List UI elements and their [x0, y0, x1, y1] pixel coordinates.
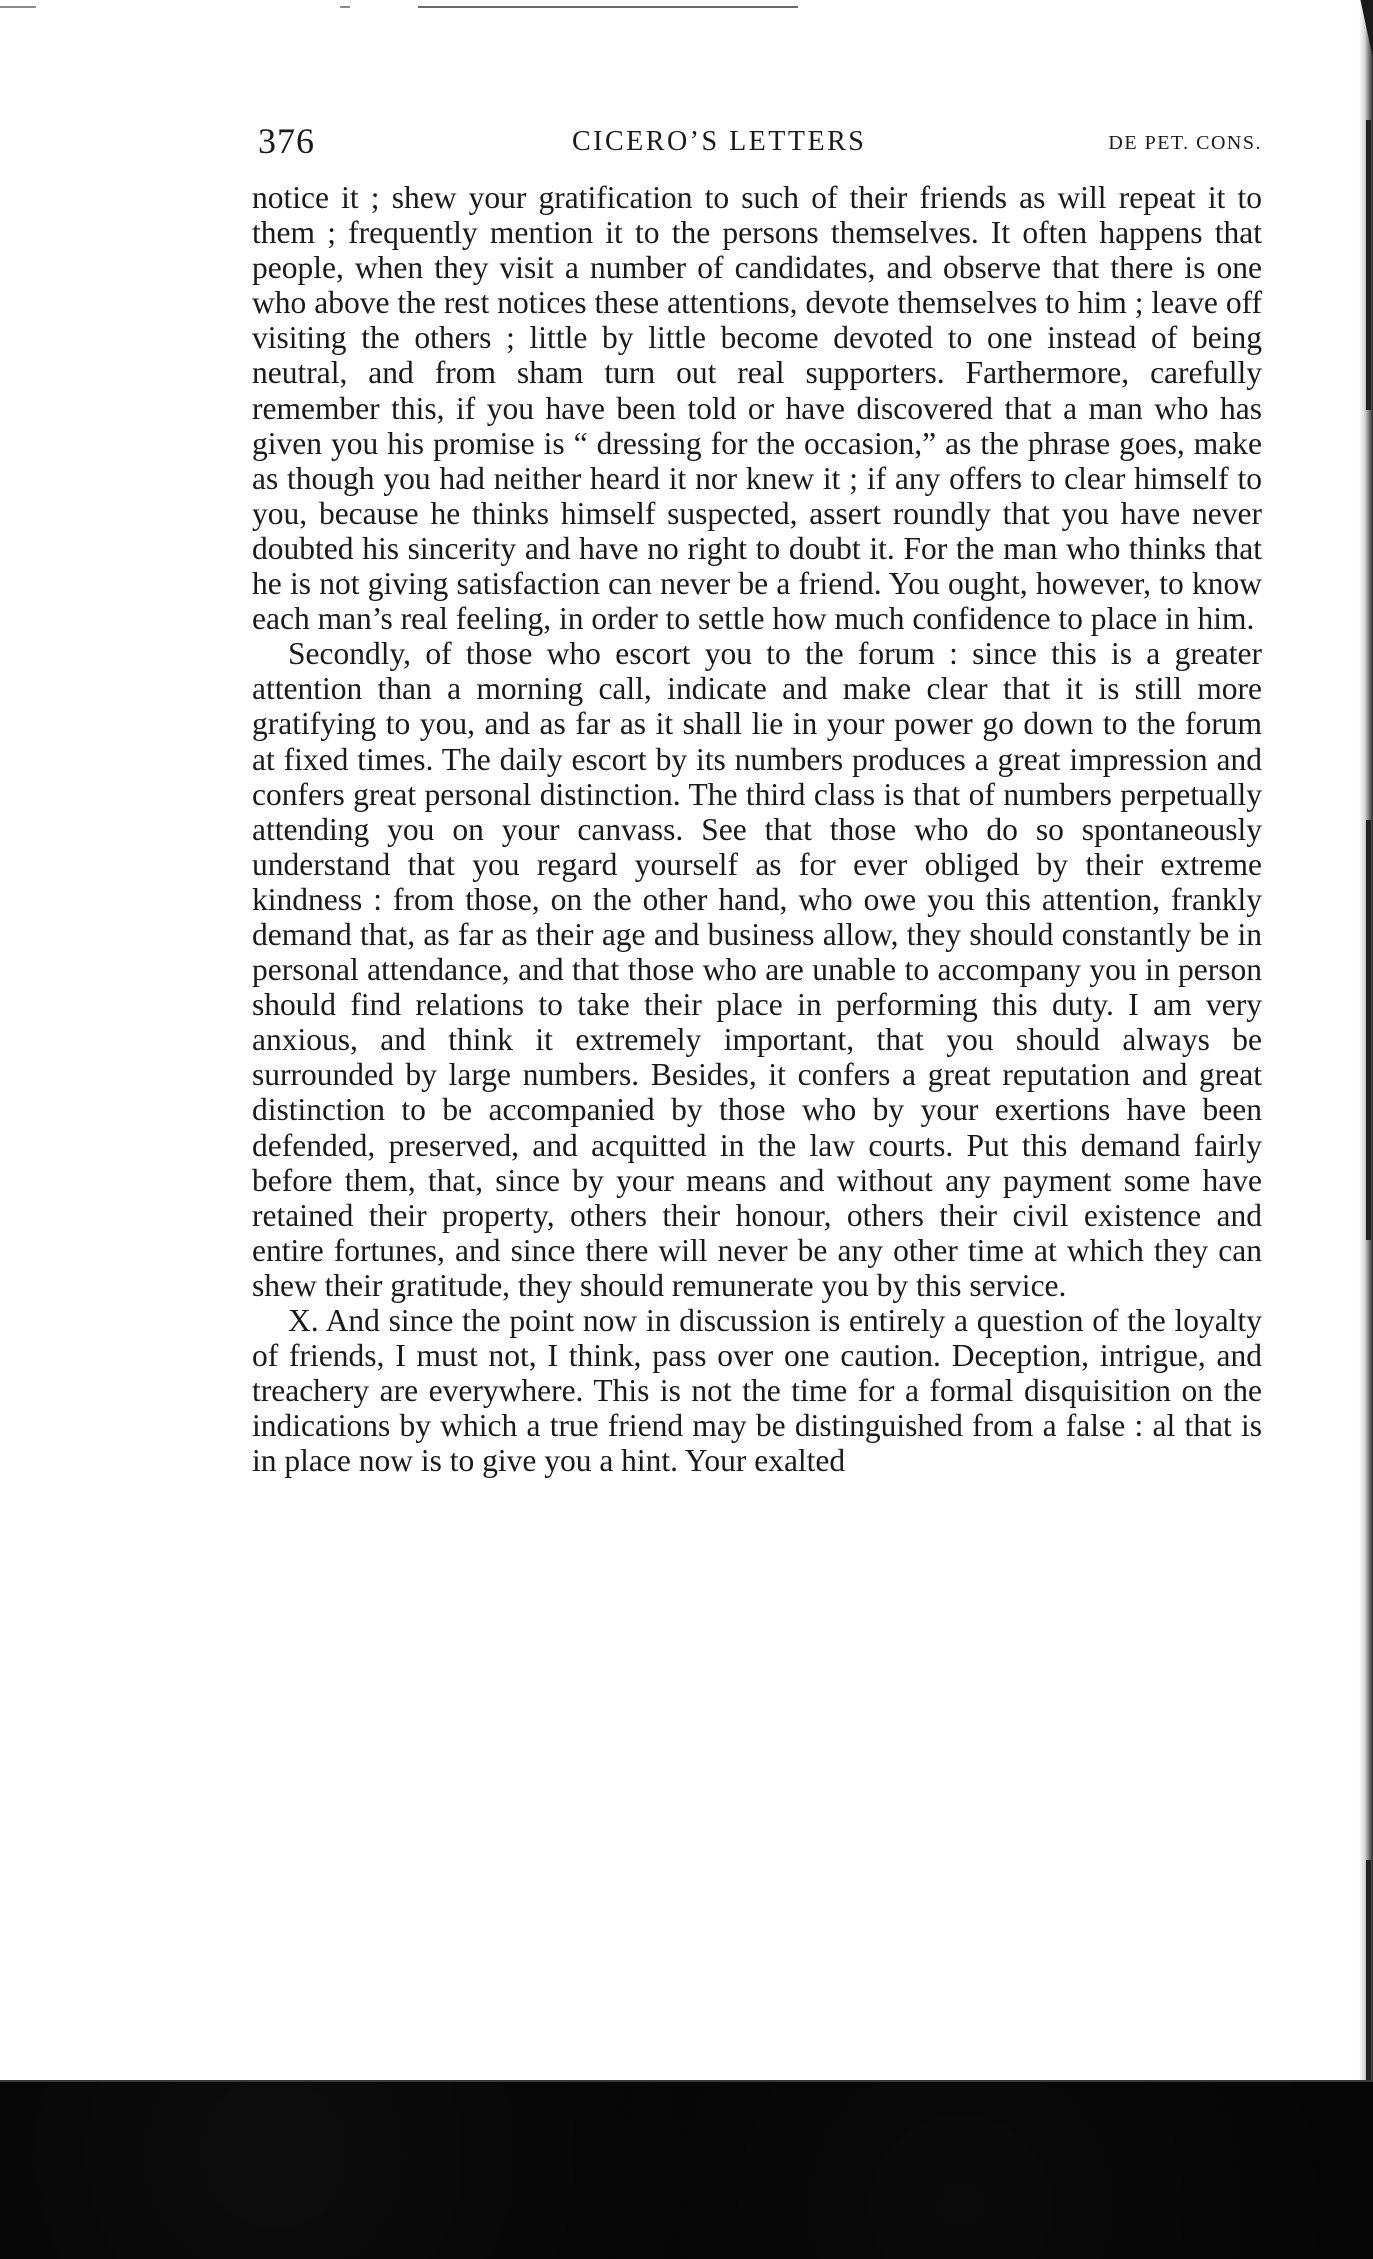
- page-number: 376: [258, 121, 315, 161]
- running-header: [252, 120, 1262, 168]
- paragraph: X. And since the point now in discussion is entirely a question of the loyalty of friends, I must not, I think, pass over one caution. Deception, intrigue, and treachery are everywhere. This is not the time for a formal disquisition on the indications by which a true friend may be distinguished from a false : al that is in place now is to give you a hint. Your exalted: [252, 1303, 1262, 1479]
- body-text: [252, 180, 1262, 1478]
- page-edge-mark: [1366, 820, 1371, 1240]
- running-title: CICERO’S LETTERS: [572, 126, 867, 157]
- section-label: DE PET. CONS.: [1108, 132, 1262, 154]
- book-page: [252, 120, 1262, 1478]
- scan-bottom-border: [0, 2080, 1373, 2259]
- scan-rule-left: [0, 6, 36, 8]
- page-edge-mark: [1366, 1860, 1371, 2080]
- paragraph: Secondly, of those who escort you to the forum : since this is a greater attention than a morning call, indicate and make clear that it is still more gratifying to you, and as far as it shall lie in your power go down to the forum at fixed times. The daily escort by its numbers produces a great impression and confers great personal distinction. The third class is that of numbers perpetually attending you on your canvass. See that those who do so spontaneously understand that you regard yourself as for ever obliged by their extreme kindness : from those, on the other hand, who owe you this attention, frankly demand that, as far as their age and business allow, they should constantly be in personal attendance, and that those who are unable to accompany you in person should find relations to take their place in performing this duty. I am very anxious, and think it extremely important, that you should always be surrounded by large numbers. Besides, it confers a great reputation and great distinction to be accompanied by those who by your exertions have been defended, preserved, and acquitted in the law courts. Put this demand fairly before them, that, since by your means and without any payment some have retained their property, others their honour, others their civil existence and entire fortunes, and since there will never be any other time at which they can shew their gratitude, they should remunerate you by this service.: [252, 636, 1262, 1303]
- page-edge-mark: [1366, 120, 1371, 410]
- paragraph: notice it ; shew your gratification to such of their friends as will repeat it to them ; frequently mention it to the persons themselves. It often happens that people, when they visit a number of candidates, and observe that there is one who above the rest notices these attentions, devote themselves to him ; leave off visiting the others ; little by little become devoted to one instead of being neutral, and from sham turn out real supporters. Farthermore, carefully remember this, if you have been told or have discovered that a man who has given you his promise is “ dressing for the occasion,” as the phrase goes, make as though you had neither heard it nor knew it ; if any offers to clear himself to you, because he thinks himself suspected, assert roundly that you have never doubted his sincerity and have no right to doubt it. For the man who thinks that he is not giving satisfaction can never be a friend. You ought, however, to know each man’s real feeling, in order to settle how much confidence to place in him.: [252, 180, 1262, 637]
- scan-rule-top: [418, 6, 798, 8]
- scan-rule-mid: [340, 6, 350, 8]
